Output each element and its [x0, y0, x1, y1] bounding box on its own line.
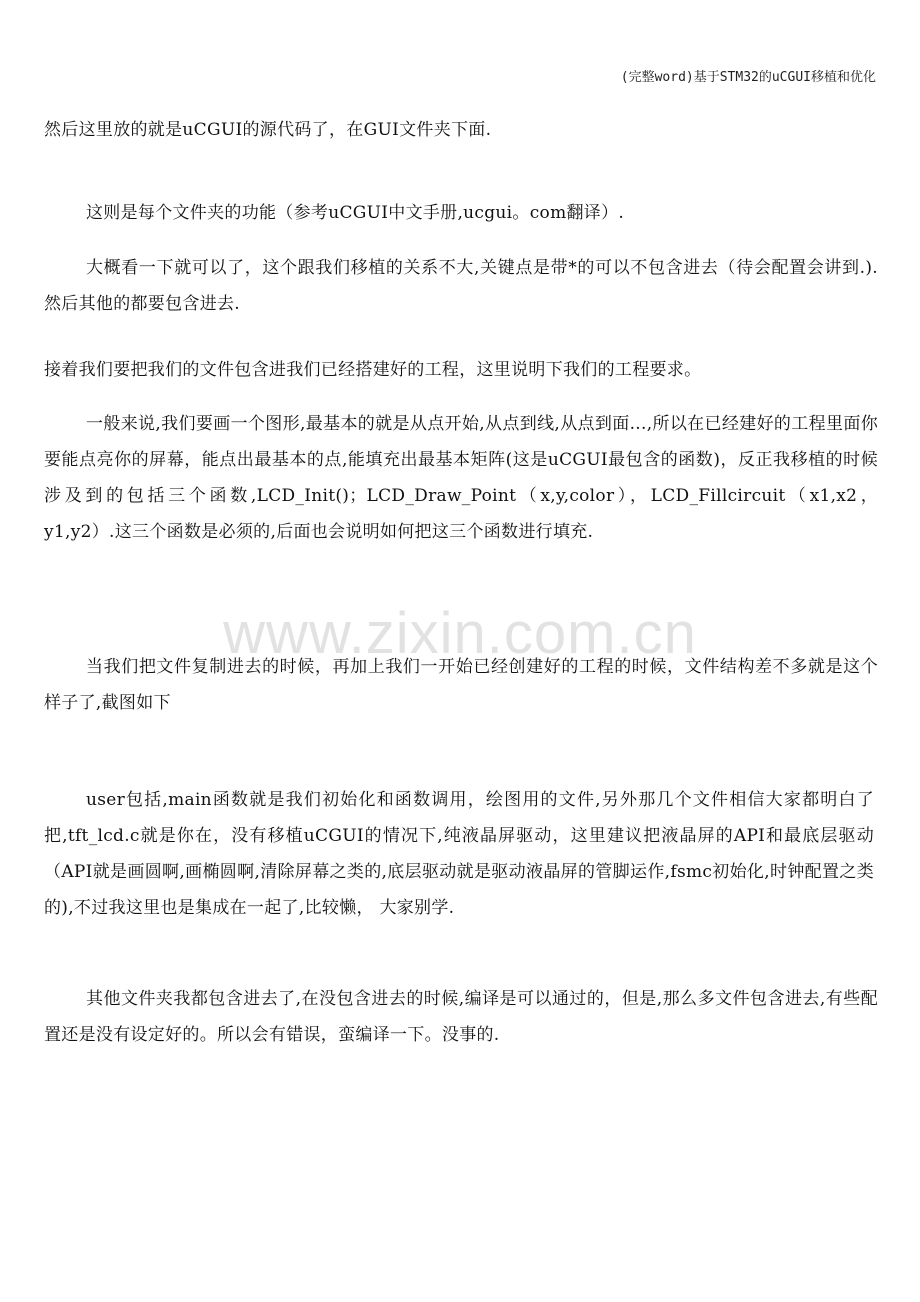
paragraph-include-note: 大概看一下就可以了，这个跟我们移植的关系不大,关键点是带*的可以不包含进去（待会配置会讲到.).然后其他的都要包含进去.	[44, 258, 878, 314]
paragraph-compile-note: 其他文件夹我都包含进去了,在没包含进去的时候,编译是可以通过的，但是,那么多文件包含进去,有些配置还是没有设定好的。所以会有错误，蛮编译一下。没事的.	[44, 989, 878, 1045]
paragraph-folder-function: 这则是每个文件夹的功能（参考uCGUI中文手册,ucgui。com翻译）.	[86, 203, 625, 223]
paragraph-source-location: 然后这里放的就是uCGUI的源代码了，在GUI文件夹下面.	[44, 120, 492, 140]
paragraph-project-requirement: 接着我们要把我们的文件包含进我们已经搭建好的工程，这里说明下我们的工程要求。	[44, 360, 702, 380]
watermark: www.zixin.com.cn	[223, 601, 697, 666]
paragraph-user-folder: user包括,main函数就是我们初始化和函数调用，绘图用的文件,另外那几个文件相信大家都明白了把,tft_lcd.c就是你在，没有移植uCGUI的情况下,纯液晶屏驱动，这里建议把液晶屏的API和最底层驱动（API就是画圆啊,画椭圆啊,清除屏幕之类的,底层驱动就是驱动液晶屏的管脚运作,fsmc初始化,时钟配置之类的),不过我这里也是集成在一起了,比较懒， 大家别学.	[44, 790, 874, 918]
paragraph-file-structure: 当我们把文件复制进去的时候，再加上我们一开始已经创建好的工程的时候，文件结构差不多就是这个样子了,截图如下	[44, 657, 878, 713]
paragraph-lcd-functions: 一般来说,我们要画一个图形,最基本的就是从点开始,从点到线,从点到面...,所以在已经建好的工程里面你要能点亮你的屏幕，能点出最基本的点,能填充出最基本矩阵(这是uCGUI最包含的函数)，反正我移植的时候涉及到的包括三个函数,LCD_Init()；LCD_Draw_Point（x,y,color），LCD_Fillcircuit（x1,x2，y1,y2）.这三个函数是必须的,后面也会说明如何把这三个函数进行填充.	[44, 414, 878, 542]
page-header: (完整word)基于STM32的uCGUI移植和优化	[620, 70, 876, 85]
